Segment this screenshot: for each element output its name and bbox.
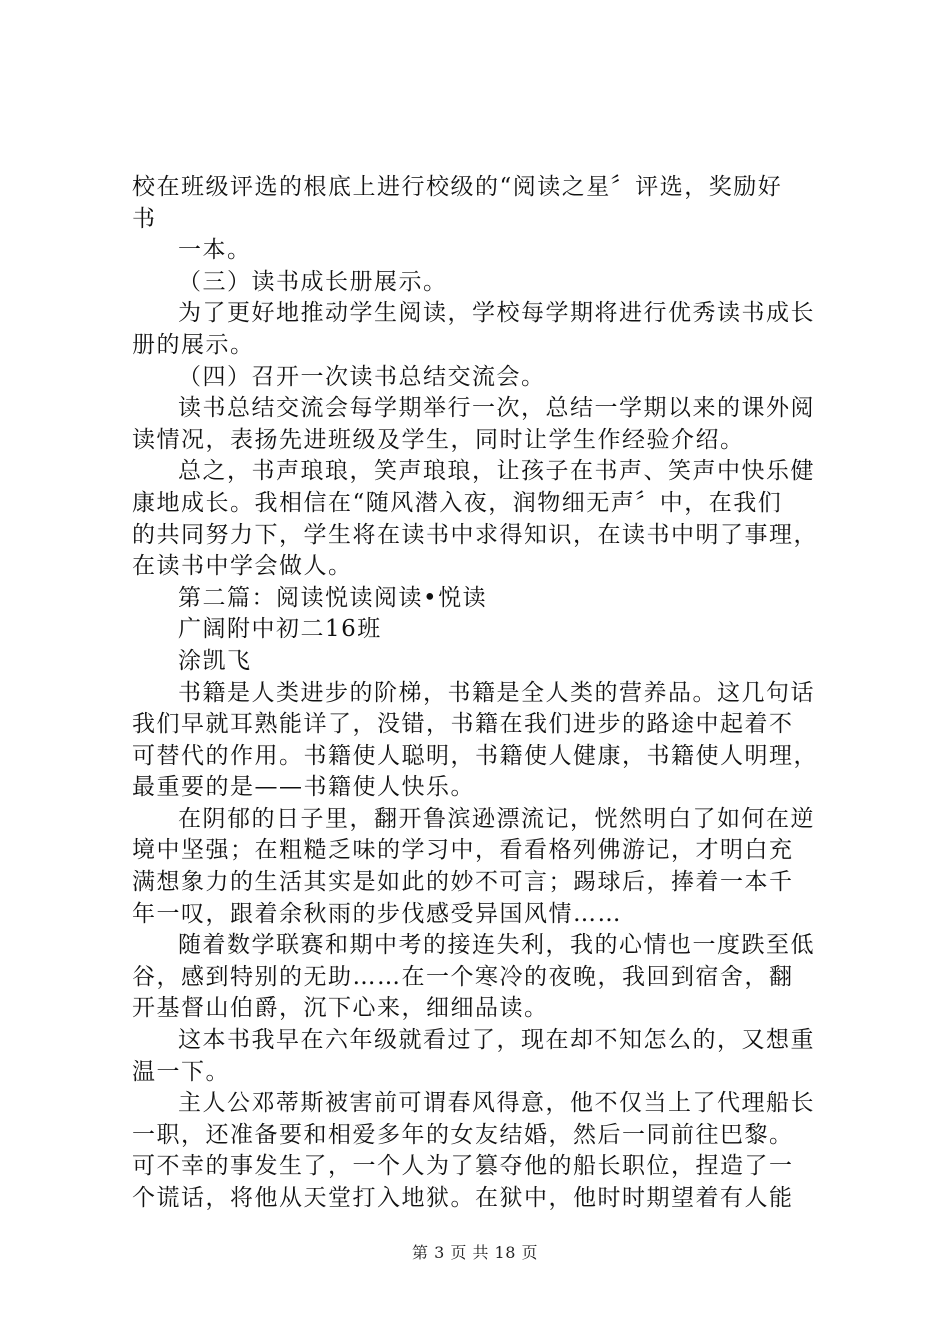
text-line: 满想象力的生活其实是如此的妙不可言；踢球后，捧着一本千: [132, 869, 794, 896]
section-heading: （四）召开一次读书总结交流会。: [178, 363, 546, 390]
text-line: 开基督山伯爵，沉下心来，细细品读。: [132, 995, 549, 1022]
text-line: 一本。: [178, 237, 252, 264]
text-line: 我们早就耳熟能详了，没错，书籍在我们进步的路途中起着不: [132, 711, 794, 738]
text-line: 读情况，表扬先进班级及学生，同时让学生作经验介绍。: [132, 426, 745, 453]
text-line: 校在班级评选的根底上进行校级的“阅读之星〞评选，奖励好: [132, 174, 783, 200]
author-name: 涂凯飞: [178, 647, 252, 674]
text-line: 书籍是人类进步的阶梯，书籍是全人类的营养品。这几句话: [178, 679, 815, 706]
text-line: 读书总结交流会每学期举行一次，总结一学期以来的课外阅: [178, 395, 815, 422]
section-heading: （三）读书成长册展示。: [178, 268, 448, 295]
text-line: 随着数学联赛和期中考的接连失利，我的心情也一度跌至低: [178, 932, 815, 959]
text-line: 境中坚强；在粗糙乏味的学习中，看看格列佛游记，才明白充: [132, 837, 794, 864]
text-line: 谷，感到特别的无助……在一个寒冷的夜晚，我回到宿舍，翻: [132, 963, 794, 990]
text-line: 书: [132, 205, 157, 232]
text-line: 在阴郁的日子里，翻开鲁滨逊漂流记，恍然明白了如何在逆: [178, 805, 815, 832]
text-line: 这本书我早在六年级就看过了，现在却不知怎么的，又想重: [178, 1027, 815, 1054]
text-line: 个谎话，将他从天堂打入地狱。在狱中，他时时期望着有人能: [132, 1185, 794, 1211]
text-line: 主人公邓蒂斯被害前可谓春风得意，他不仅当上了代理船长: [178, 1090, 815, 1117]
text-line: 年一叹，跟着余秋雨的步伐感受异国风情……: [132, 900, 622, 927]
text-line: 温一下。: [132, 1058, 230, 1085]
article-title: 第二篇：阅读悦读阅读•悦读: [178, 584, 488, 611]
page-number-footer: 第 3 页 共 18 页: [412, 1243, 538, 1262]
text-line: 总之，书声琅琅，笑声琅琅，让孩子在书声、笑声中快乐健: [178, 458, 815, 485]
text-line: 最重要的是——书籍使人快乐。: [132, 774, 475, 801]
text-line: 康地成长。我相信在“随风潜入夜，润物细无声〞中，在我们: [132, 489, 783, 516]
text-line: 可替代的作用。书籍使人聪明，书籍使人健康，书籍使人明理，: [132, 742, 818, 769]
text-line: 为了更好地推动学生阅读，学校每学期将进行优秀读书成长: [178, 300, 815, 327]
document-body: [132, 172, 832, 1215]
text-line: 可不幸的事发生了，一个人为了篡夺他的船长职位，捏造了一: [132, 1153, 794, 1180]
text-line: 一职，还准备要和相爱多年的女友结婚，然后一同前往巴黎。: [132, 1121, 794, 1148]
author-class: 广阔附中初二16班: [178, 616, 382, 643]
text-line: 册的展示。: [132, 331, 255, 358]
text-line: 的共同努力下，学生将在读书中求得知识，在读书中明了事理，: [132, 521, 818, 548]
text-line: 在读书中学会做人。: [132, 553, 353, 580]
